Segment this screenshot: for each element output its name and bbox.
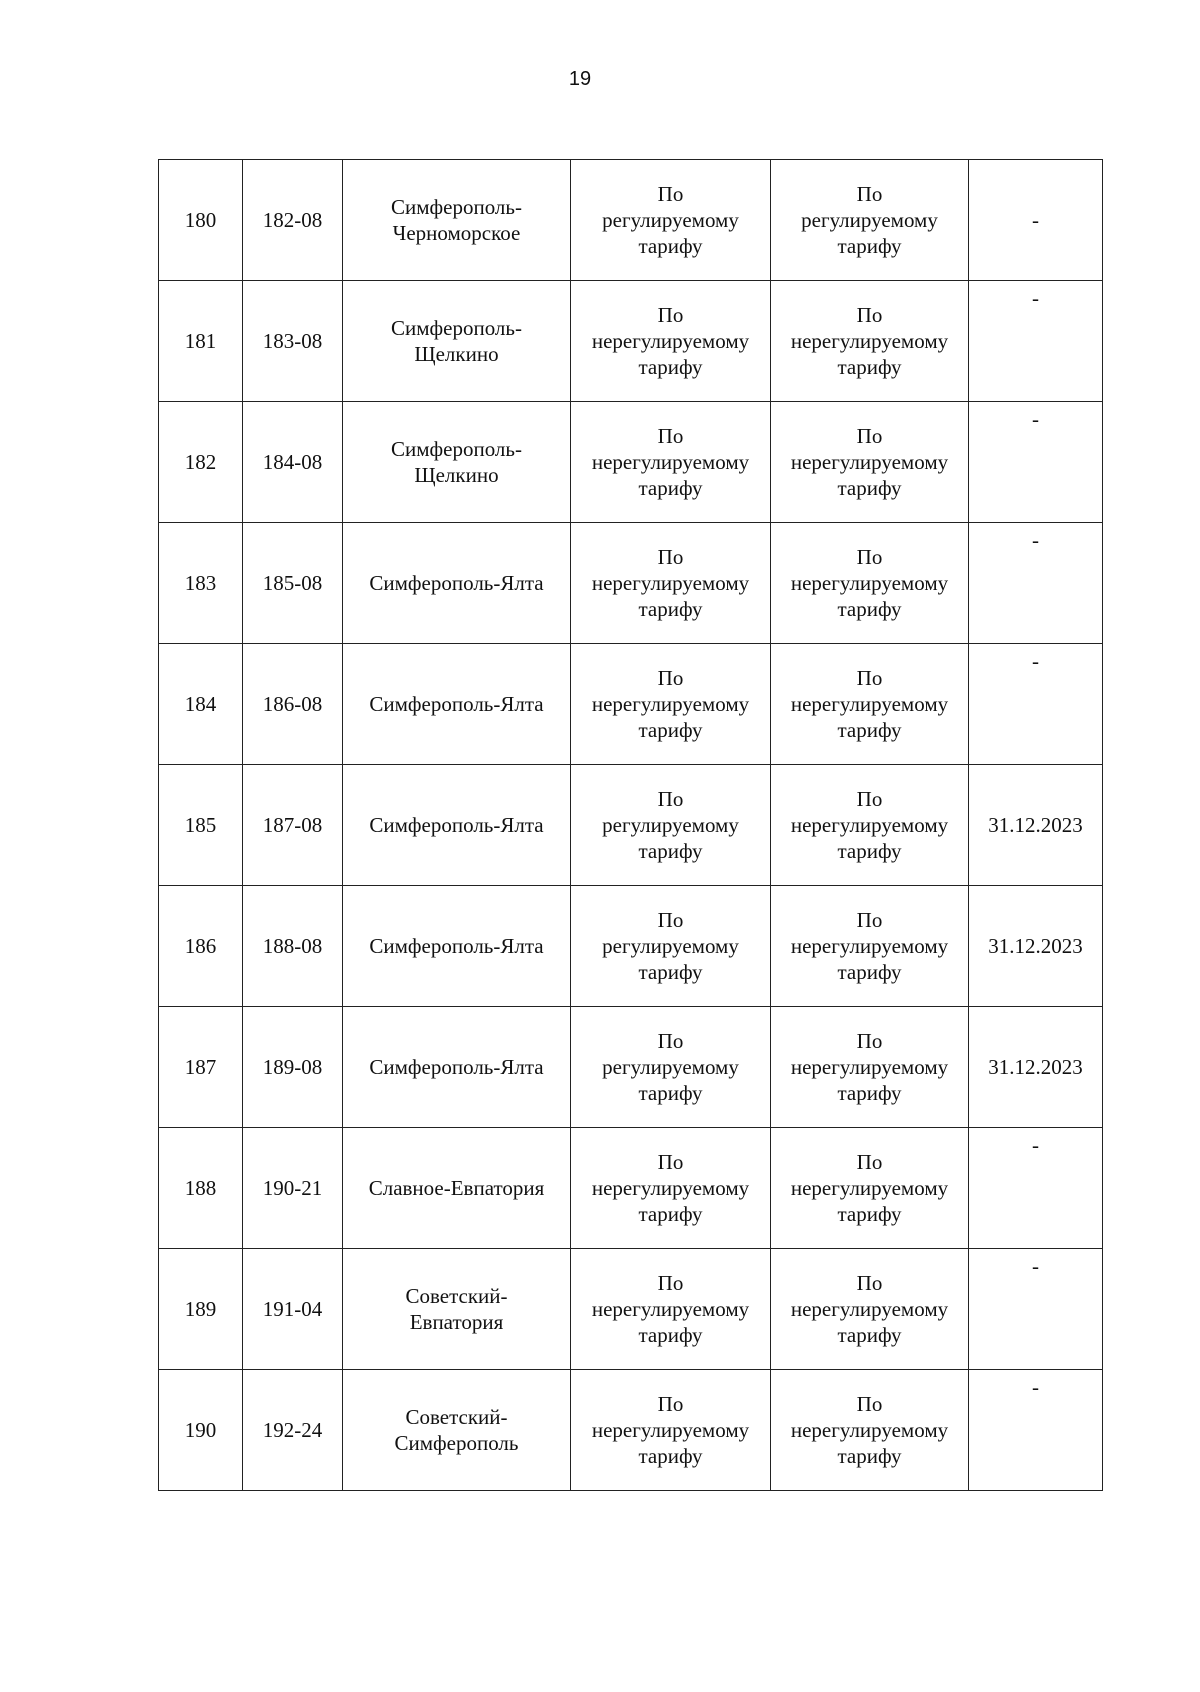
cell-route-number-text: 188-08 [262, 934, 323, 958]
cell-route-name [343, 402, 571, 523]
cell-tariff-a [571, 1007, 771, 1128]
routes-table-container [158, 159, 1102, 1491]
cell-extra-text: - [1032, 286, 1039, 310]
cell-tariff-a [571, 765, 771, 886]
cell-tariff-b-text: По нерегулируемому тарифу [790, 303, 949, 379]
cell-route-number [243, 644, 343, 765]
cell-route-name [343, 1128, 571, 1249]
cell-extra [969, 281, 1103, 402]
cell-tariff-a-text: По регулируемому тарифу [602, 908, 739, 984]
cell-route-number [243, 1249, 343, 1370]
cell-row-number-text: 185 [184, 813, 217, 837]
cell-route-name [343, 644, 571, 765]
page-number: 19 [568, 68, 592, 90]
cell-route-name-text: Советский- Евпатория [405, 1284, 508, 1334]
cell-tariff-a-text: По нерегулируемому тарифу [591, 424, 750, 500]
cell-row-number [159, 644, 243, 765]
cell-extra-text: - [1032, 1375, 1039, 1399]
cell-route-name-text: Симферополь- Щелкино [391, 316, 522, 366]
cell-row-number-text: 186 [184, 934, 217, 958]
cell-tariff-b-text: По нерегулируемому тарифу [790, 1150, 949, 1226]
cell-route-number-text: 183-08 [262, 329, 323, 353]
table-row [159, 765, 1103, 886]
cell-route-number-text: 186-08 [262, 692, 323, 716]
cell-tariff-a [571, 1370, 771, 1491]
cell-tariff-b-text: По регулируемому тарифу [801, 182, 938, 258]
table-row [159, 886, 1103, 1007]
cell-route-name-text: Симферополь- Черноморское [391, 195, 522, 245]
cell-extra-text: 31.12.2023 [988, 1055, 1083, 1079]
cell-route-name-text: Симферополь-Ялта [369, 692, 544, 716]
cell-tariff-b-text: По нерегулируемому тарифу [790, 545, 949, 621]
table-row [159, 1370, 1103, 1491]
cell-extra [969, 1007, 1103, 1128]
cell-route-name [343, 886, 571, 1007]
cell-tariff-b [771, 644, 969, 765]
cell-tariff-a [571, 402, 771, 523]
cell-row-number-text: 187 [184, 1055, 217, 1079]
cell-route-name-text: Симферополь-Ялта [369, 1055, 544, 1079]
cell-tariff-b [771, 281, 969, 402]
cell-tariff-b [771, 402, 969, 523]
cell-tariff-a-text: По нерегулируемому тарифу [591, 1150, 750, 1226]
cell-route-number-text: 191-04 [262, 1297, 323, 1321]
cell-route-number [243, 160, 343, 281]
cell-tariff-b [771, 886, 969, 1007]
cell-row-number [159, 765, 243, 886]
cell-tariff-a [571, 1128, 771, 1249]
cell-row-number-text: 182 [184, 450, 217, 474]
cell-extra [969, 402, 1103, 523]
table-body [159, 160, 1103, 1491]
cell-route-number-text: 187-08 [262, 813, 323, 837]
cell-row-number-text: 188 [184, 1176, 217, 1200]
cell-route-number-text: 192-24 [262, 1418, 323, 1442]
cell-tariff-b-text: По нерегулируемому тарифу [790, 787, 949, 863]
cell-route-name [343, 1007, 571, 1128]
cell-route-name-text: Славное-Евпатория [368, 1176, 545, 1200]
cell-route-name [343, 765, 571, 886]
cell-extra [969, 160, 1103, 281]
cell-route-number-text: 189-08 [262, 1055, 323, 1079]
cell-tariff-b-text: По нерегулируемому тарифу [790, 908, 949, 984]
cell-row-number-text: 181 [184, 329, 217, 353]
cell-route-number-text: 185-08 [262, 571, 323, 595]
cell-tariff-a-text: По нерегулируемому тарифу [591, 1392, 750, 1468]
cell-route-name-text: Советский- Симферополь [394, 1405, 519, 1455]
table-row [159, 1128, 1103, 1249]
cell-tariff-a [571, 644, 771, 765]
cell-tariff-a-text: По регулируемому тарифу [602, 1029, 739, 1105]
cell-route-name [343, 523, 571, 644]
cell-route-name [343, 1370, 571, 1491]
cell-row-number-text: 180 [184, 208, 217, 232]
cell-tariff-a [571, 886, 771, 1007]
cell-tariff-a-text: По регулируемому тарифу [602, 182, 739, 258]
cell-tariff-b-text: По нерегулируемому тарифу [790, 1392, 949, 1468]
cell-tariff-a-text: По нерегулируемому тарифу [591, 303, 750, 379]
cell-row-number-text: 190 [184, 1418, 217, 1442]
cell-route-name-text: Симферополь-Ялта [369, 813, 544, 837]
cell-extra-text: - [1032, 1254, 1039, 1278]
cell-route-name [343, 281, 571, 402]
cell-extra [969, 886, 1103, 1007]
cell-route-number [243, 281, 343, 402]
cell-route-name-text: Симферополь- Щелкино [391, 437, 522, 487]
cell-route-name-text: Симферополь-Ялта [369, 934, 544, 958]
table-row [159, 644, 1103, 765]
cell-row-number [159, 1370, 243, 1491]
cell-route-number-text: 184-08 [262, 450, 323, 474]
cell-extra-text: - [1032, 528, 1039, 552]
cell-extra [969, 765, 1103, 886]
cell-tariff-a [571, 160, 771, 281]
cell-row-number [159, 1007, 243, 1128]
cell-route-number [243, 523, 343, 644]
cell-tariff-b [771, 523, 969, 644]
cell-row-number [159, 523, 243, 644]
cell-route-number [243, 886, 343, 1007]
cell-extra-text: - [1032, 407, 1039, 431]
cell-tariff-b [771, 160, 969, 281]
cell-route-name [343, 1249, 571, 1370]
cell-tariff-b [771, 1249, 969, 1370]
cell-tariff-a-text: По нерегулируемому тарифу [591, 545, 750, 621]
cell-row-number [159, 1249, 243, 1370]
cell-extra-text: 31.12.2023 [988, 934, 1083, 958]
cell-row-number-text: 183 [184, 571, 217, 595]
table-row [159, 160, 1103, 281]
cell-tariff-b [771, 1007, 969, 1128]
cell-route-number-text: 182-08 [262, 208, 323, 232]
cell-route-name-text: Симферополь-Ялта [369, 571, 544, 595]
cell-route-number [243, 1007, 343, 1128]
cell-tariff-b-text: По нерегулируемому тарифу [790, 424, 949, 500]
cell-route-number [243, 1370, 343, 1491]
cell-row-number-text: 189 [184, 1297, 217, 1321]
cell-extra-text: - [1032, 1133, 1039, 1157]
cell-route-number [243, 402, 343, 523]
cell-extra [969, 523, 1103, 644]
cell-tariff-a [571, 523, 771, 644]
table-row [159, 1249, 1103, 1370]
cell-tariff-b [771, 765, 969, 886]
cell-tariff-b-text: По нерегулируемому тарифу [790, 1029, 949, 1105]
cell-tariff-b-text: По нерегулируемому тарифу [790, 666, 949, 742]
cell-extra [969, 1370, 1103, 1491]
cell-tariff-a [571, 281, 771, 402]
cell-route-number [243, 765, 343, 886]
routes-table [158, 159, 1103, 1491]
table-row [159, 402, 1103, 523]
cell-extra-text: - [1032, 649, 1039, 673]
cell-extra [969, 1249, 1103, 1370]
cell-row-number [159, 281, 243, 402]
cell-tariff-a-text: По регулируемому тарифу [602, 787, 739, 863]
cell-tariff-a [571, 1249, 771, 1370]
cell-route-number-text: 190-21 [262, 1176, 323, 1200]
cell-tariff-b-text: По нерегулируемому тарифу [790, 1271, 949, 1347]
cell-row-number [159, 1128, 243, 1249]
cell-row-number [159, 886, 243, 1007]
cell-route-name [343, 160, 571, 281]
cell-extra-text: 31.12.2023 [988, 813, 1083, 837]
cell-row-number [159, 160, 243, 281]
cell-extra [969, 644, 1103, 765]
cell-row-number [159, 402, 243, 523]
table-row [159, 1007, 1103, 1128]
table-row [159, 281, 1103, 402]
cell-route-number [243, 1128, 343, 1249]
cell-tariff-a-text: По нерегулируемому тарифу [591, 666, 750, 742]
cell-row-number-text: 184 [184, 692, 217, 716]
cell-tariff-b [771, 1370, 969, 1491]
cell-extra-text: - [1032, 208, 1039, 232]
table-row [159, 523, 1103, 644]
cell-tariff-a-text: По нерегулируемому тарифу [591, 1271, 750, 1347]
cell-tariff-b [771, 1128, 969, 1249]
cell-extra [969, 1128, 1103, 1249]
